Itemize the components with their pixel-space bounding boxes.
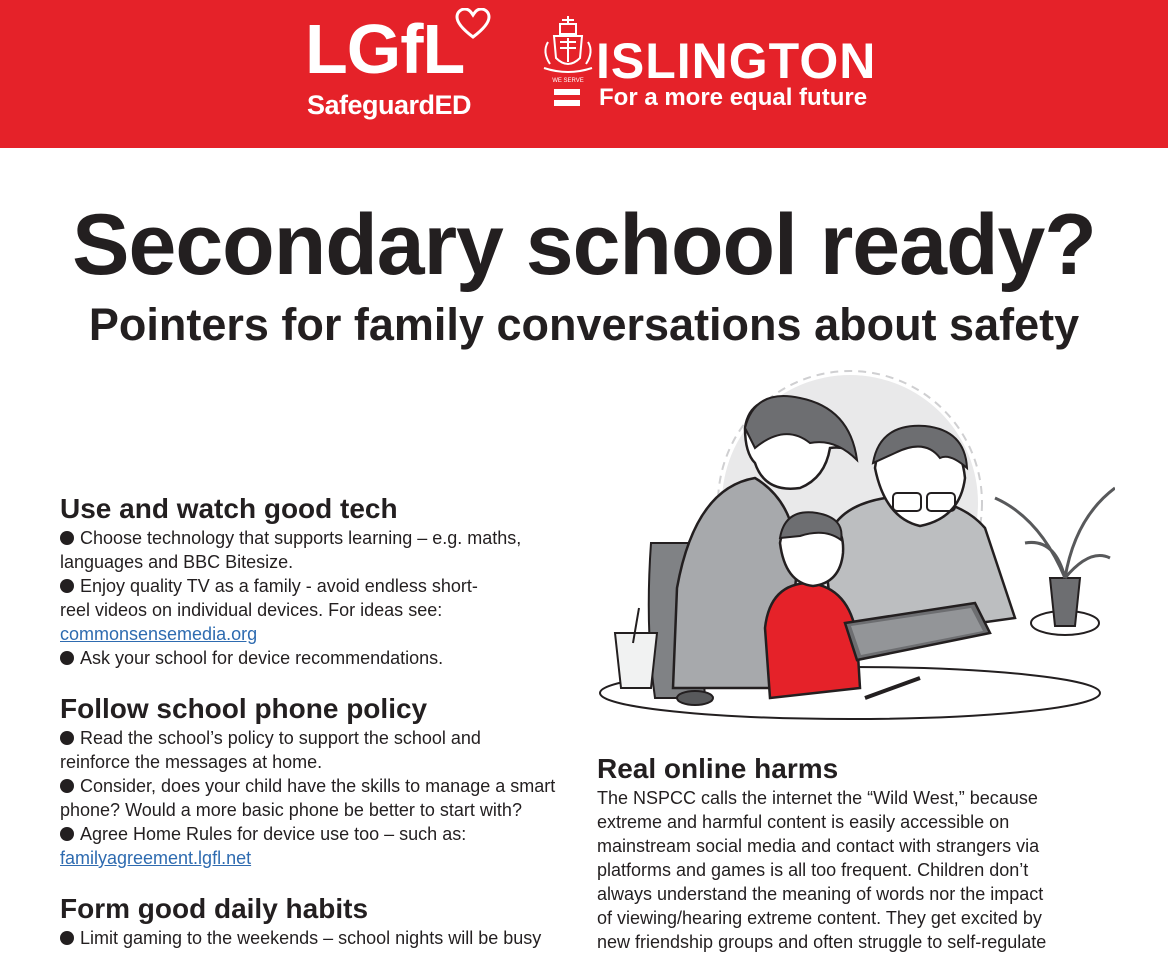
- header-banner: [0, 0, 1168, 148]
- family-illustration: [595, 368, 1115, 738]
- paragraph-line: platforms and games is all too frequent. Children don’t: [597, 860, 1029, 880]
- list-item: Agree Home Rules for device use too – such as:: [60, 822, 580, 846]
- islington-tagline: For a more equal future: [599, 84, 868, 111]
- list-item: Consider, does your child have the skills to manage a smart: [60, 774, 580, 798]
- list-item-link: [60, 622, 580, 646]
- page-subtitle: Pointers for family conversations about safety: [88, 299, 1080, 350]
- crest-motto: WE SERVE: [552, 78, 584, 84]
- paragraph-line: always understand the meaning of words nor the impact: [597, 884, 1044, 904]
- paragraph-line: The NSPCC calls the internet the “Wild West,” because: [597, 788, 1038, 808]
- section-heading: Follow school phone policy: [60, 693, 428, 724]
- islington-wordmark: ISLINGTON: [596, 33, 877, 89]
- list-item: Read the school’s policy to support the school and: [60, 726, 580, 750]
- familyagreement-link[interactable]: familyagreement.lgfl.net: [60, 848, 252, 868]
- section-heading: Use and watch good tech: [60, 493, 398, 524]
- list-item: Enjoy quality TV as a family - avoid endless short-: [60, 574, 580, 598]
- left-column: [60, 492, 580, 972]
- section-online-harms: [597, 752, 1097, 954]
- section-phone-policy: [60, 692, 580, 870]
- section-good-tech: [60, 492, 580, 670]
- paragraph-line: mainstream social media and contact with strangers via: [597, 836, 1040, 856]
- section-heading: Real online harms: [597, 753, 839, 784]
- lgfl-logo[interactable]: [305, 12, 495, 122]
- list-item: Ask your school for device recommendations.: [60, 646, 580, 670]
- heart-icon: [455, 8, 491, 40]
- list-item: Limit gaming to the weekends – school nights will be busy: [60, 926, 580, 950]
- bullet-icon: [60, 579, 74, 593]
- commonsensemedia-link[interactable]: commonsensemedia.org: [60, 624, 258, 644]
- lgfl-wordmark: LGfL: [305, 10, 465, 88]
- section-daily-habits: [60, 892, 580, 950]
- list-item-continuation: languages and BBC Bitesize.: [60, 552, 294, 572]
- list-item-continuation: phone? Would a more basic phone be better to start with?: [60, 800, 522, 820]
- equals-icon: [554, 89, 580, 107]
- bullet-icon: [60, 779, 74, 793]
- islington-logo[interactable]: [540, 12, 885, 122]
- lgfl-safeguarded: SafeguardED: [307, 90, 472, 120]
- page-title: Secondary school ready?: [72, 197, 1096, 293]
- bullet-icon: [60, 531, 74, 545]
- bullet-icon: [60, 931, 74, 945]
- list-item-continuation: reinforce the messages at home.: [60, 752, 323, 772]
- list-item-continuation: reel videos on individual devices. For ideas see:: [60, 600, 443, 620]
- bullet-icon: [60, 827, 74, 841]
- list-item: Choose technology that supports learning – e.g. maths,: [60, 526, 580, 550]
- bullet-icon: [60, 651, 74, 665]
- islington-crest-icon: [540, 12, 596, 84]
- section-heading: Form good daily habits: [60, 893, 369, 924]
- list-item-link: [60, 846, 580, 870]
- bullet-icon: [60, 731, 74, 745]
- paragraph-line: of viewing/hearing extreme content. They get excited by: [597, 908, 1042, 928]
- paragraph-line: new friendship groups and often struggle to self-regulate: [597, 932, 1047, 952]
- paragraph-line: extreme and harmful content is easily accessible on: [597, 812, 1010, 832]
